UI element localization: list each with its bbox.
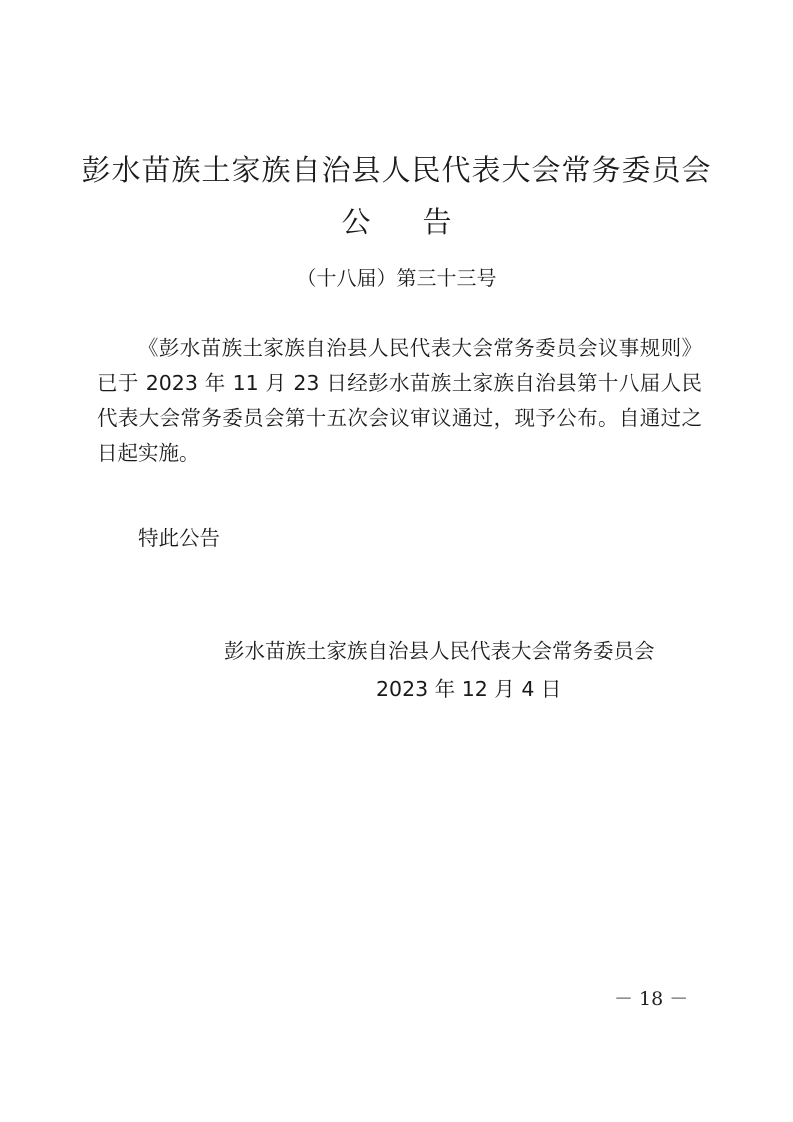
doc-type-char-1: 公 [341,205,371,239]
doc-number: （十八届）第三十三号 [296,266,497,290]
body-paragraph: 《彭水苗族土家族自治县人民代表大会常务委员会议事规则》已于 2023 年 11 月 23 日经彭水苗族土家族自治县第十八届人民代表大会常务委员会第十五次会议审议通过，现予公布。自通过之日起实施。 [97,336,702,465]
signer: 彭水苗族土家族自治县人民代表大会常务委员会 [224,639,655,663]
page-number: － 18 － [614,988,689,1010]
doc-type-heading [0,200,793,241]
org-title: 彭水苗族土家族自治县人民代表大会常务委员会 [81,153,712,187]
doc-type-char-2: 告 [422,205,452,239]
sign-date: 2023 年 12 月 4 日 [376,677,562,701]
closing-phrase: 特此公告 [138,526,220,550]
